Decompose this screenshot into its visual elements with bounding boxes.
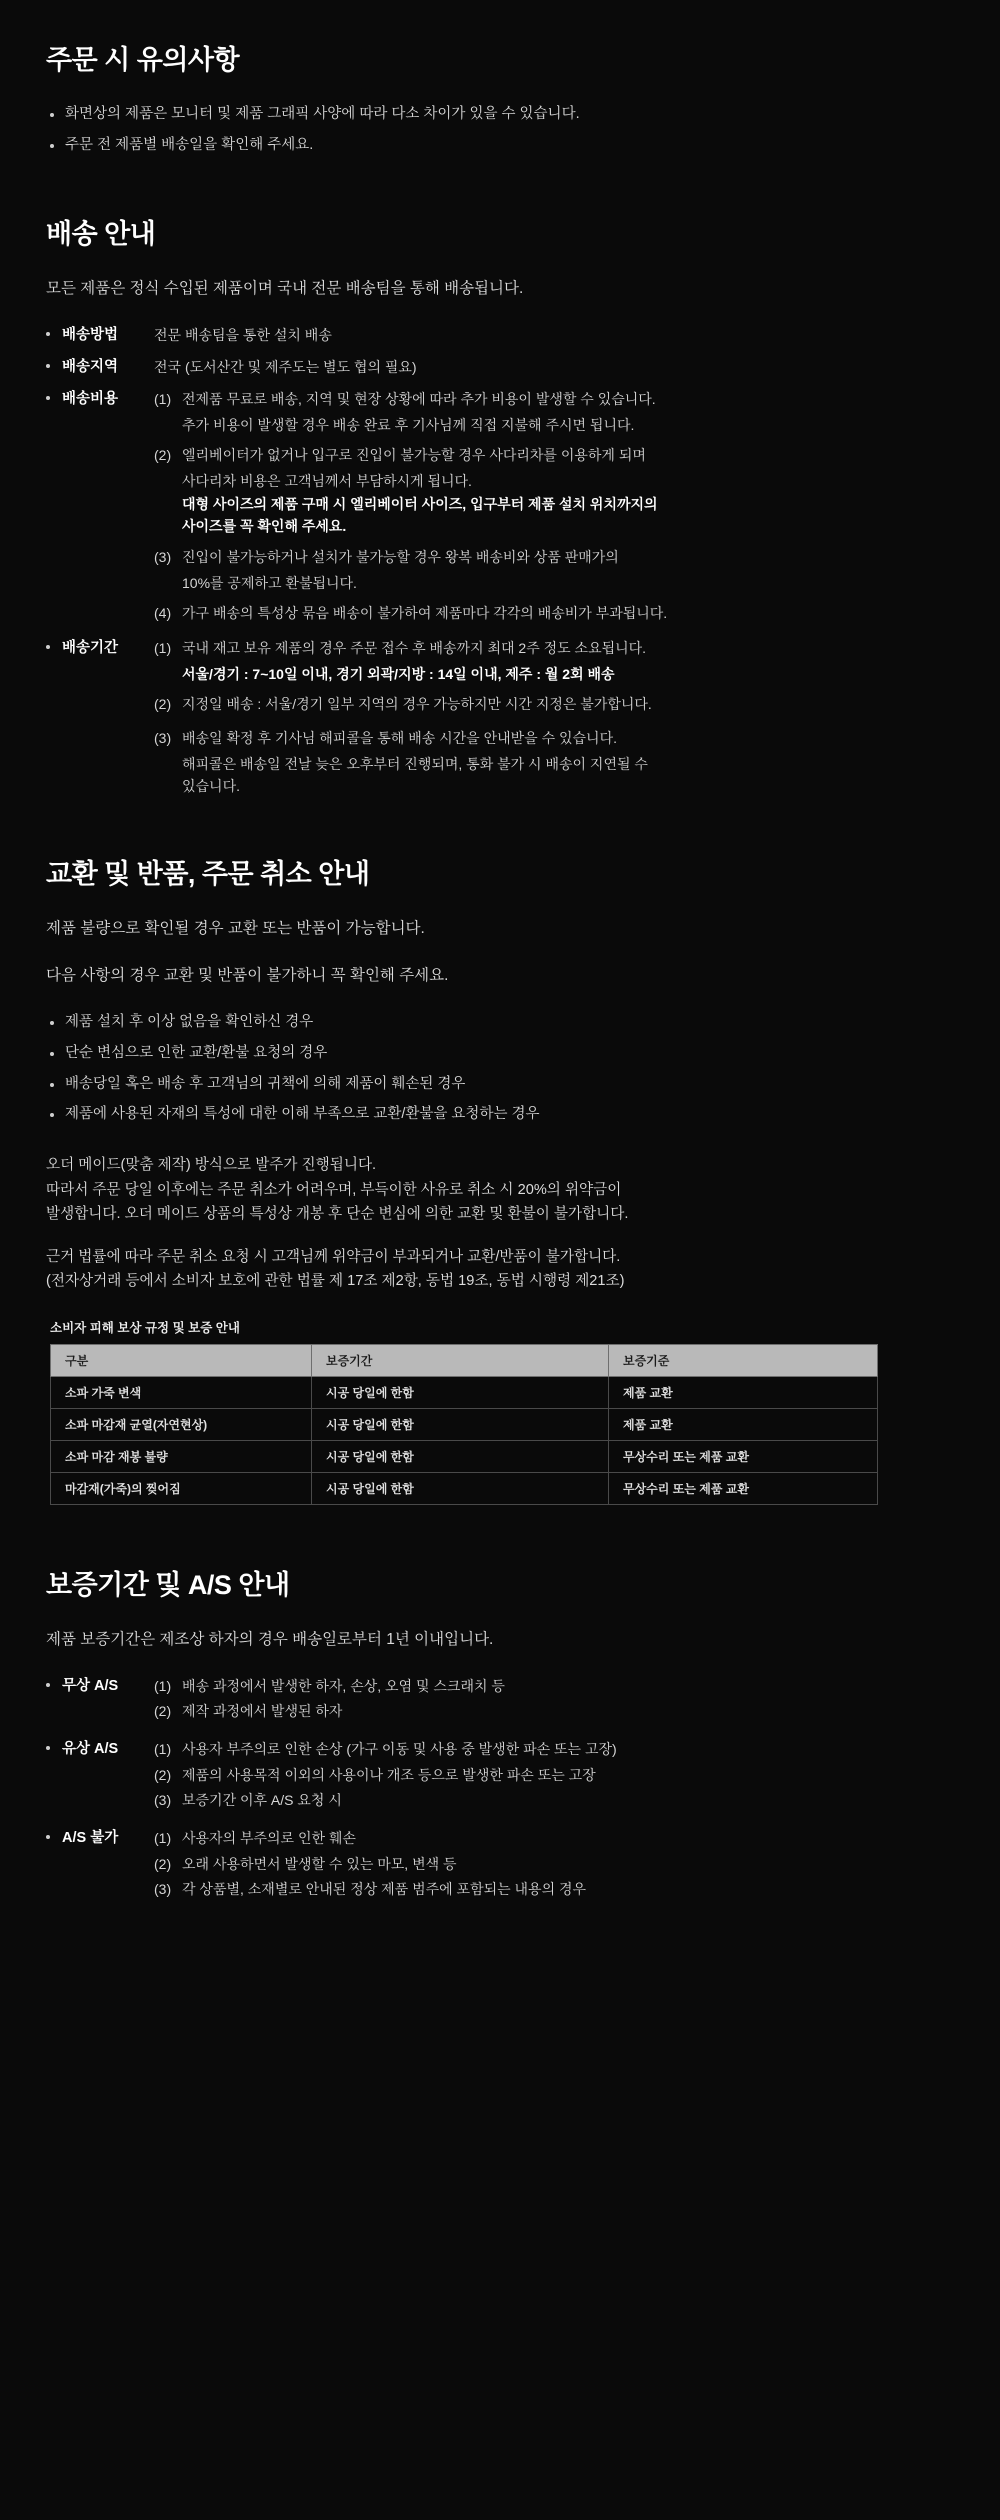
item-text: 사용자의 부주의로 인한 훼손 — [182, 1830, 356, 1847]
shipping-cost-term: 배송비용 — [62, 391, 119, 408]
exchange-section — [46, 852, 954, 1505]
list-item: 주문 전 제품별 배송일을 확인해 주세요. — [46, 134, 954, 158]
table-cell: 제품 교환 — [609, 1376, 878, 1408]
table-cell: 제품 교환 — [609, 1408, 878, 1440]
shipping-period-term: 배송기간 — [62, 640, 119, 657]
table-header-cell: 보증기준 — [609, 1344, 878, 1376]
item-number: (3) — [154, 1881, 172, 1898]
list-item: 화면상의 제품은 모니터 및 제품 그래픽 사양에 따라 다소 차이가 있을 수 있습니다. — [46, 103, 954, 127]
shipping-definition-list — [46, 324, 954, 798]
cost-item-3 — [154, 546, 954, 569]
shipping-method-row — [46, 324, 954, 347]
item-number: (4) — [154, 605, 172, 622]
bullet-icon — [46, 1827, 62, 1839]
shipping-period-row — [46, 637, 954, 798]
as-definition-list — [46, 1675, 954, 1904]
paid-as-term: 유상 A/S — [62, 1741, 119, 1758]
period-item-2 — [154, 693, 954, 716]
table-header-row — [51, 1344, 878, 1376]
order-made-line-2: 따라서 주문 당일 이후에는 주문 취소가 어려우며, 부득이한 사유로 취소 시 20%의 위약금이 — [46, 1181, 622, 1198]
table-cell: 소파 가죽 변색 — [51, 1376, 312, 1408]
item-text: 전제품 무료로 배송, 지역 및 현장 상황에 따라 추가 비용이 발생할 수 있습니다. — [182, 391, 656, 408]
exchange-lead-2: 다음 사항의 경우 교환 및 반품이 불가하니 꼭 확인해 주세요. — [46, 966, 449, 984]
item-text: 진입이 불가능하거나 설치가 불가능할 경우 왕복 배송비와 상품 판매가의 — [182, 549, 619, 566]
table-cell: 마감재(가죽)의 찢어짐 — [51, 1472, 312, 1504]
table-header-cell: 구분 — [51, 1344, 312, 1376]
cost-item-1 — [154, 388, 954, 411]
table-cell: 시공 당일에 한함 — [312, 1408, 609, 1440]
item-text: 보증기간 이후 A/S 요청 시 — [182, 1792, 342, 1809]
period-item-3-line-2: 해피콜은 배송일 전날 늦은 오후부터 진행되며, 통화 불가 시 배송이 지연될 수 — [182, 755, 648, 772]
item-number: (1) — [154, 391, 172, 408]
free-as-body — [154, 1675, 954, 1726]
list-item: 제품 설치 후 이상 없음을 확인하신 경우 — [46, 1011, 954, 1035]
cost-item-2-line-3: 대형 사이즈의 제품 구매 시 엘리베이터 사이즈, 입구부터 제품 설치 위치까지의 — [182, 495, 658, 512]
shipping-cost-row — [46, 388, 954, 628]
table-row — [51, 1376, 878, 1408]
no-as-row — [46, 1827, 954, 1904]
item-text: 국내 재고 보유 제품의 경우 주문 접수 후 배송까지 최대 2주 정도 소요됩니다. — [182, 640, 647, 657]
bullet-icon — [46, 356, 62, 368]
item-text: 각 상품별, 소재별로 안내된 정상 제품 범주에 포함되는 내용의 경우 — [182, 1881, 587, 1898]
warranty-title: 보증기간 및 A/S 안내 — [46, 1569, 290, 1600]
item-text: 제품의 사용목적 이외의 사용이나 개조 등으로 발생한 파손 또는 고장 — [182, 1766, 596, 1783]
no-as-term: A/S 불가 — [62, 1830, 119, 1847]
order-made-paragraph — [46, 1153, 954, 1227]
cost-item-3-line-2: 10%를 공제하고 환불됩니다. — [182, 574, 357, 591]
item-number: (1) — [154, 1677, 172, 1694]
bullet-icon — [46, 324, 62, 336]
item-text: 가구 배송의 특성상 묶음 배송이 불가하여 제품마다 각각의 배송비가 부과됩니다. — [182, 605, 668, 622]
cost-item-2-line-2: 사다리차 비용은 고객님께서 부담하시게 됩니다. — [182, 473, 472, 490]
bullet-icon — [46, 1675, 62, 1687]
table-cell: 시공 당일에 한함 — [312, 1472, 609, 1504]
table-row — [51, 1408, 878, 1440]
table-cell: 무상수리 또는 제품 교환 — [609, 1472, 878, 1504]
table-cell: 시공 당일에 한함 — [312, 1376, 609, 1408]
no-as-body — [154, 1827, 954, 1904]
item-number: (2) — [154, 1703, 172, 1720]
list-item: 배송당일 혹은 배송 후 고객님의 귀책에 의해 제품이 훼손된 경우 — [46, 1073, 954, 1097]
order-made-line-3: 발생합니다. 오더 메이드 상품의 특성상 개봉 후 단순 변심에 의한 교환 및 환불이 불가합니다. — [46, 1206, 629, 1223]
list-item: 제품에 사용된 자재의 특성에 대한 이해 부족으로 교환/환불을 요청하는 경우 — [46, 1103, 954, 1127]
item-number: (3) — [154, 549, 172, 566]
shipping-method-term: 배송방법 — [62, 326, 119, 343]
table-cell: 무상수리 또는 제품 교환 — [609, 1440, 878, 1472]
order-notice-section — [46, 38, 954, 158]
bullet-icon — [46, 388, 62, 400]
no-as-item-1 — [154, 1827, 954, 1850]
period-item-1-line-2: 서울/경기 : 7~10일 이내, 경기 외곽/지방 : 14일 이내, 제주 : 월 2회 배송 — [182, 665, 615, 682]
item-number: (2) — [154, 1766, 172, 1783]
table-row — [51, 1472, 878, 1504]
free-as-item-1 — [154, 1675, 954, 1698]
shipping-area-text: 전국 (도서산간 및 제주도는 별도 협의 필요) — [154, 358, 417, 375]
no-as-item-2 — [154, 1853, 954, 1876]
free-as-item-2 — [154, 1700, 954, 1723]
bullet-icon — [46, 1738, 62, 1750]
shipping-title: 배송 안내 — [46, 218, 156, 249]
item-text: 사용자 부주의로 인한 손상 (가구 이동 및 사용 중 발생한 파손 또는 고장) — [182, 1741, 617, 1758]
exchange-lead-1: 제품 불량으로 확인될 경우 교환 또는 반품이 가능합니다. — [46, 920, 425, 938]
bullet-icon — [46, 637, 62, 649]
item-number: (3) — [154, 730, 172, 747]
item-text: 엘리베이터가 없거나 입구로 진입이 불가능할 경우 사다리차를 이용하게 되며 — [182, 447, 646, 464]
no-as-item-3 — [154, 1878, 954, 1901]
item-text: 배송일 확정 후 기사님 해피콜을 통해 배송 시간을 안내받을 수 있습니다. — [182, 730, 617, 747]
free-as-term: 무상 A/S — [62, 1677, 119, 1694]
paid-as-row — [46, 1738, 954, 1815]
paid-as-body — [154, 1738, 954, 1815]
consumer-compensation-table — [50, 1344, 878, 1505]
item-number: (2) — [154, 1855, 172, 1872]
item-number: (1) — [154, 1741, 172, 1758]
cost-item-2-line-4: 사이즈를 꼭 확인해 주세요. — [182, 518, 347, 535]
item-number: (1) — [154, 1830, 172, 1847]
order-notice-list — [46, 103, 954, 158]
item-number: (2) — [154, 447, 172, 464]
cost-item-4 — [154, 602, 954, 625]
shipping-area-row — [46, 356, 954, 379]
period-item-1 — [154, 637, 954, 660]
shipping-cost-body — [154, 388, 954, 628]
warranty-table-caption: 소비자 피해 보상 규정 및 보증 안내 — [50, 1320, 240, 1335]
paid-as-item-1 — [154, 1738, 954, 1761]
item-text: 오래 사용하면서 발생할 수 있는 마모, 변색 등 — [182, 1855, 457, 1872]
free-as-row — [46, 1675, 954, 1726]
paid-as-item-2 — [154, 1764, 954, 1787]
shipping-section — [46, 212, 954, 798]
exchange-restriction-list — [46, 1011, 954, 1128]
table-cell: 소파 마감 재봉 불량 — [51, 1440, 312, 1472]
item-text: 배송 과정에서 발생한 하자, 손상, 오염 및 스크래치 등 — [182, 1677, 505, 1694]
cost-item-2 — [154, 444, 954, 467]
shipping-lead: 모든 제품은 정식 수입된 제품이며 국내 전문 배송팀을 통해 배송됩니다. — [46, 279, 524, 297]
list-item: 단순 변심으로 인한 교환/환불 요청의 경우 — [46, 1042, 954, 1066]
item-text: 지정일 배송 : 서울/경기 일부 지역의 경우 가능하지만 시간 지정은 불가합니다. — [182, 696, 652, 713]
legal-line-2: (전자상거래 등에서 소비자 보호에 관한 법률 제 17조 제2항, 동법 19조, 동법 시행령 제21조) — [46, 1273, 625, 1290]
table-row — [51, 1440, 878, 1472]
shipping-period-body — [154, 637, 954, 798]
item-text: 제작 과정에서 발생된 하자 — [182, 1703, 343, 1720]
item-number: (3) — [154, 1792, 172, 1809]
order-notice-title: 주문 시 유의사항 — [46, 45, 240, 75]
warranty-lead: 제품 보증기간은 제조상 하자의 경우 배송일로부터 1년 이내입니다. — [46, 1630, 494, 1648]
warranty-section — [46, 1563, 954, 1904]
exchange-title: 교환 및 반품, 주문 취소 안내 — [46, 859, 370, 890]
shipping-method-text: 전문 배송팀을 통한 설치 배송 — [154, 326, 332, 343]
cost-item-1-line-2: 추가 비용이 발생할 경우 배송 완료 후 기사님께 직접 지불해 주시면 됩니다. — [182, 416, 635, 433]
period-item-3 — [154, 727, 954, 750]
table-cell: 시공 당일에 한함 — [312, 1440, 609, 1472]
table-header-cell: 보증기간 — [312, 1344, 609, 1376]
shipping-area-term: 배송지역 — [62, 358, 119, 375]
legal-paragraph — [46, 1245, 954, 1294]
paid-as-item-3 — [154, 1789, 954, 1812]
order-made-line-1: 오더 메이드(맞춤 제작) 방식으로 발주가 진행됩니다. — [46, 1157, 377, 1174]
legal-line-1: 근거 법률에 따라 주문 취소 요청 시 고객님께 위약금이 부과되거나 교환/반품이 불가합니다. — [46, 1248, 621, 1265]
table-cell: 소파 마감재 균열(자연현상) — [51, 1408, 312, 1440]
period-item-3-line-3: 있습니다. — [182, 778, 240, 795]
item-number: (1) — [154, 640, 172, 657]
item-number: (2) — [154, 696, 172, 713]
